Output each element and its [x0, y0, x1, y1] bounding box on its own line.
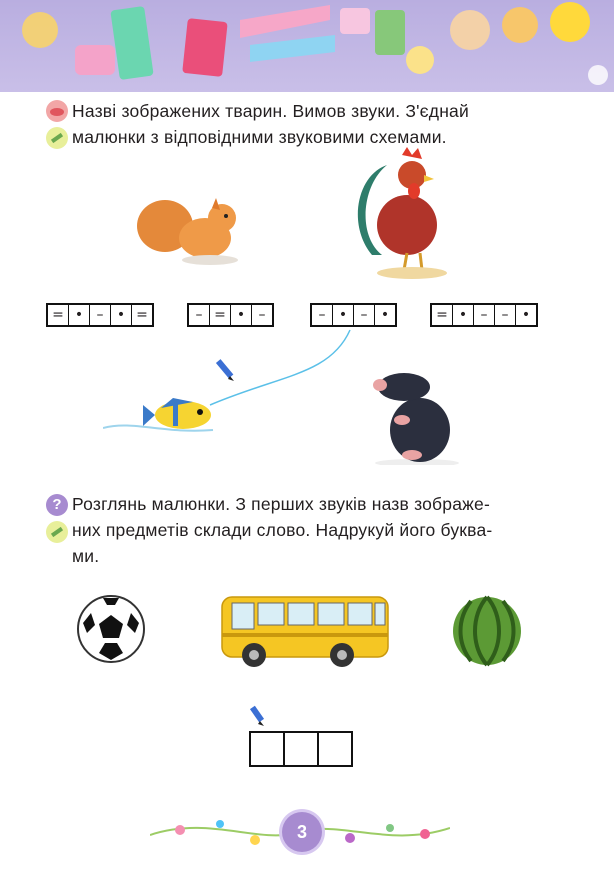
sound-scheme-1 — [46, 303, 154, 327]
scheme-cell: • — [69, 305, 90, 325]
scheme-cell: = — [210, 305, 231, 325]
task2-line2: них предметів склади слово. Надрукуй його буква- — [72, 520, 493, 540]
pencil-icon — [212, 356, 236, 382]
sound-scheme-4 — [430, 303, 538, 327]
scheme-cell: • — [521, 307, 531, 323]
scheme-cell: – — [354, 305, 375, 325]
task2-line1: Розглянь малюнки. З перших звуків назв зображе- — [72, 494, 491, 514]
task2-line3: ми. — [72, 546, 100, 566]
speak-icon — [46, 100, 68, 122]
scheme-cell: – — [312, 305, 333, 325]
scheme-cell: – — [90, 305, 111, 325]
sound-scheme-3 — [310, 303, 397, 327]
header-banner — [0, 0, 614, 92]
task1-line2: малюнки з відповідними звуковими схемами. — [72, 127, 447, 147]
answer-box-2[interactable] — [285, 733, 319, 765]
scheme-cell: – — [189, 305, 210, 325]
banner-decoration — [0, 0, 614, 92]
rooster-image — [352, 145, 447, 280]
question-mark: ? — [52, 496, 62, 513]
sound-scheme-2 — [187, 303, 274, 327]
scheme-cell: • — [231, 305, 252, 325]
scheme-cell: – — [474, 305, 495, 325]
pencil-icon — [46, 521, 68, 543]
answer-word-boxes — [249, 731, 353, 767]
scheme-cell: • — [333, 305, 354, 325]
scheme-cell: • — [111, 305, 132, 325]
scheme-cell: – — [258, 307, 266, 323]
scheme-cell: • — [453, 305, 474, 325]
pencil-icon — [46, 127, 68, 149]
scheme-cell: = — [136, 307, 148, 323]
scheme-cell: • — [380, 307, 390, 323]
squirrel-image — [130, 188, 245, 268]
scheme-cell: = — [48, 305, 69, 325]
answer-box-3[interactable] — [319, 733, 351, 765]
bus-image — [218, 593, 393, 671]
answer-box-1[interactable] — [251, 733, 285, 765]
page-number: 3 — [282, 812, 322, 852]
fish-image — [103, 390, 233, 445]
watermelon-image — [451, 595, 523, 667]
soccer-ball-image — [75, 593, 147, 665]
pencil-icon — [246, 703, 268, 727]
scheme-cell: – — [495, 305, 516, 325]
question-icon — [46, 494, 68, 516]
mole-image — [372, 365, 462, 465]
task1-line1: Назві зображених тварин. Вимов звуки. З'єднай — [72, 101, 469, 121]
scheme-cell: = — [432, 305, 453, 325]
